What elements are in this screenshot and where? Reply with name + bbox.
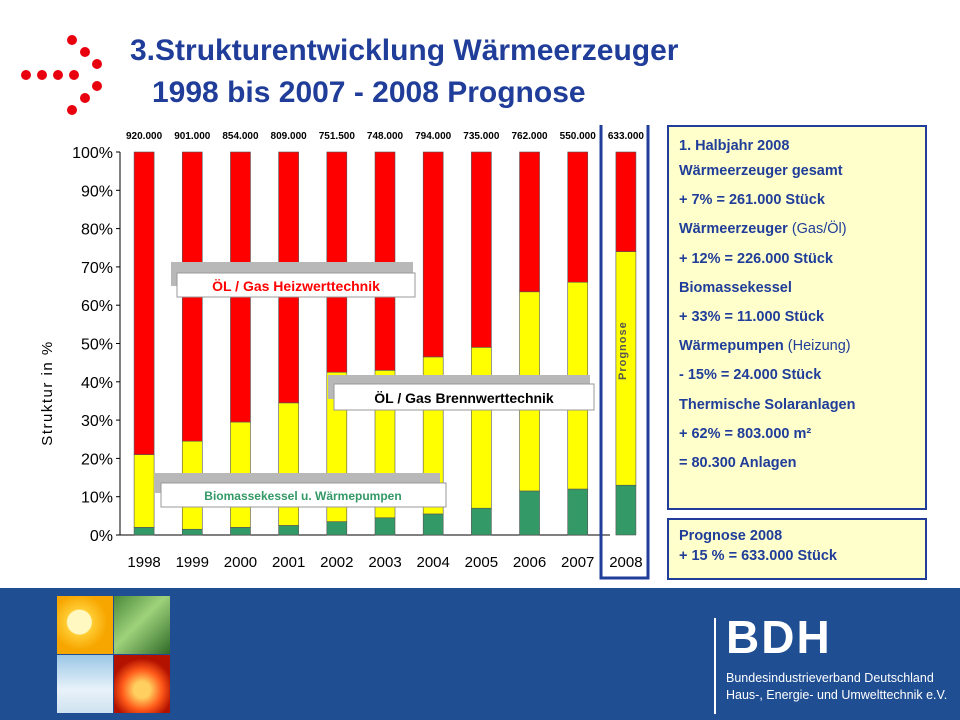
y-tick-label: 50% — [80, 336, 113, 354]
bar-segment — [182, 529, 202, 535]
logo-cross-dots — [10, 28, 120, 123]
label-oil-gas-brennwert — [328, 375, 594, 410]
footer-bar — [0, 588, 960, 720]
y-tick-label: 40% — [80, 374, 113, 392]
total-label: 901.000 — [174, 131, 211, 142]
total-label: 633.000 — [607, 131, 644, 142]
total-label: 920.000 — [126, 131, 163, 142]
info-gas-oil-value: + 12% = 226.000 Stück — [679, 250, 833, 267]
info-heading: 1. Halbjahr 2008 — [679, 138, 790, 154]
x-tick-label: 2003 — [368, 554, 402, 571]
x-tick-label: 2008 — [609, 554, 643, 571]
total-label: 762.000 — [511, 131, 548, 142]
bar-segment — [230, 527, 250, 535]
y-axis-title: Struktur in % — [39, 340, 56, 446]
bar-segment — [327, 522, 347, 535]
x-tick-label: 1998 — [127, 554, 161, 571]
bar-segment — [520, 491, 540, 535]
x-tick-label: 2000 — [223, 554, 258, 571]
total-label: 809.000 — [270, 131, 307, 142]
bar-segment — [423, 514, 443, 535]
total-label: 735.000 — [463, 131, 500, 142]
x-tick-label: 2001 — [271, 554, 306, 571]
y-tick-label: 100% — [72, 145, 113, 162]
total-label: 751.500 — [318, 131, 355, 142]
bar-segment — [375, 518, 395, 535]
info-gas-oil-label — [679, 215, 915, 244]
page-title — [130, 30, 678, 114]
info-total-value: + 7% = 261.000 Stück — [679, 192, 825, 209]
total-label: 748.000 — [366, 131, 404, 142]
info-gas-oil-label-note: (Gas/Öl) — [791, 221, 847, 238]
y-tick-label: 90% — [80, 183, 113, 201]
prognosis-heading: Prognose 2008 — [679, 528, 783, 544]
bdh-logo-text: BDH — [726, 611, 832, 663]
bar-segment — [134, 527, 154, 535]
info-gas-oil-label-main: Wärmeerzeuger — [679, 221, 792, 238]
y-tick-label: 20% — [80, 451, 113, 469]
info-heatpump-value: - 15% = 24.000 Stück — [679, 367, 822, 384]
svg-text:ÖL / Gas Brennwerttechnik: ÖL / Gas Brennwerttechnik — [374, 390, 554, 406]
info-solar-value: + 62% = 803.000 m² — [679, 425, 812, 442]
bdh-org-line-2: Haus-, Energie- und Umwelttechnik e.V. — [726, 688, 948, 702]
x-tick-label: 2006 — [512, 554, 547, 571]
info-heatpump-label-note: (Heizung) — [787, 338, 851, 355]
sun-photo — [57, 596, 113, 654]
info-solar-count: = 80.300 Anlagen — [679, 454, 797, 471]
info-heatpump-label-main: Wärmepumpen — [679, 338, 788, 355]
label-biomass-heatpump — [155, 473, 446, 507]
energy-photo-collage — [57, 596, 170, 712]
bdh-logo-divider — [714, 618, 716, 714]
info-biomass-value: + 33% = 11.000 Stück — [679, 308, 825, 325]
x-tick-label: 2007 — [561, 554, 595, 571]
x-tick-label: 2002 — [320, 554, 354, 571]
title-line-2: 1998 bis 2007 - 2008 Prognose — [152, 76, 586, 109]
prognosis-value: + 15 % = 633.000 Stück — [679, 548, 837, 564]
info-solar-label: Thermische Solaranlagen — [679, 396, 856, 413]
bar-segment — [616, 152, 636, 252]
total-labels — [126, 131, 644, 142]
svg-text:ÖL / Gas Heizwerttechnik: ÖL / Gas Heizwerttechnik — [212, 278, 380, 294]
y-tick-label: 10% — [80, 489, 113, 507]
stacked-bar-chart — [30, 125, 655, 580]
bar-segment — [375, 152, 395, 370]
bar-segment — [568, 152, 588, 282]
x-axis-labels — [127, 554, 642, 571]
info-total-label: Wärmeerzeuger gesamt — [679, 163, 843, 179]
y-tick-label: 80% — [80, 221, 113, 239]
water-photo — [57, 655, 113, 713]
label-oil-gas-heizwert — [171, 262, 415, 297]
forest-photo — [114, 596, 170, 654]
total-label: 550.000 — [559, 131, 596, 142]
prognosis-box — [667, 518, 927, 580]
bar-segment — [568, 489, 588, 535]
forecast-label: Prognose — [617, 321, 629, 380]
bar-segment — [134, 152, 154, 455]
bar-segment — [471, 508, 491, 535]
x-tick-label: 2005 — [464, 554, 499, 571]
bar-segment — [279, 525, 299, 535]
x-tick-label: 2004 — [416, 554, 450, 571]
bar-segment — [471, 152, 491, 347]
y-tick-label: 60% — [80, 298, 113, 316]
total-label: 854.000 — [222, 131, 259, 142]
title-line-1: 3.Strukturentwicklung Wärmeerzeuger — [130, 34, 679, 67]
bar-segment — [134, 455, 154, 528]
bar-segment — [616, 485, 636, 535]
y-tick-label: 0% — [89, 528, 113, 545]
svg-text:Biomassekessel u. Wärmepumpen: Biomassekessel u. Wärmepumpen — [204, 489, 402, 503]
info-biomass-label: Biomassekessel — [679, 279, 792, 296]
x-tick-label: 1999 — [175, 554, 209, 571]
bdh-org-line-1: Bundesindustrieverband Deutschland — [726, 671, 934, 685]
y-tick-label: 30% — [80, 413, 113, 431]
bar-segment — [520, 152, 540, 292]
bar-segment — [471, 347, 491, 508]
total-label: 794.000 — [415, 131, 452, 142]
fire-photo — [114, 655, 170, 713]
bdh-org-name — [726, 670, 947, 704]
info-box-half-year — [667, 125, 927, 510]
bar-segment — [423, 152, 443, 357]
info-heatpump-label — [679, 332, 915, 361]
y-tick-label: 70% — [80, 259, 113, 277]
